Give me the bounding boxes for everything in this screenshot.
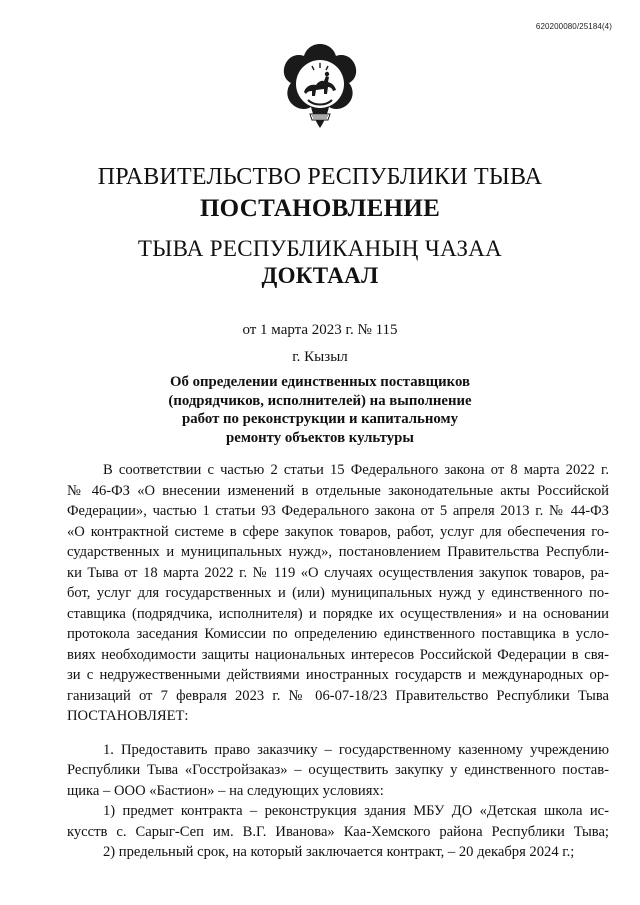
resolution-title: ПОСТАНОВЛЕНИЕ [199, 195, 441, 222]
city: г. Кызыл [292, 349, 348, 365]
document-id: 620200080/25184(4) [535, 22, 612, 31]
preamble-line: протокола заседания Комиссии по определению единственного поставщика в усло- [67, 626, 609, 642]
clause-line: 2) предельный срок, на который заключается контракт, – 20 декабря 2024 г.; [103, 844, 575, 860]
clause-line: кусств с. Сарыг-Сеп им. В.Г. Иванова» Каа-Хемского района Республики Тыва; [67, 823, 609, 840]
resolution-title-tuvan: ДОКТААЛ [261, 263, 379, 288]
date-number: от 1 марта 2023 г. № 115 [242, 322, 398, 338]
coat-of-arms-emblem [278, 40, 362, 144]
document-body [67, 460, 609, 863]
government-title-tuvan: ТЫВА РЕСПУБЛИКАНЫҢ ЧАЗАА [137, 236, 503, 261]
subject-line: работ по реконструкции и капитальному [182, 411, 458, 427]
subject-heading [0, 373, 640, 447]
preamble-line: Федерации», частью 1 статьи 93 Федерального закона от 5 апреля 2013 г. № 44-ФЗ [67, 503, 609, 519]
preamble-line: сударственных и муниципальных нужд», постановлением Правительства Республи- [67, 544, 609, 560]
clause-line: Республики Тыва «Госстройзаказ» – осуществить закупку у единственного постав- [67, 762, 609, 778]
clause-line: 1. Предоставить право заказчику – государственному казенному учреждению [103, 741, 609, 758]
preamble-line: ки Тыва от 18 марта 2022 г. № 119 «О случаях осуществления закупок товаров, ра- [67, 564, 609, 581]
preamble-line: В соответствии с частью 2 статьи 15 Федерального закона от 8 марта 2022 г. [103, 462, 609, 478]
government-title: ПРАВИТЕЛЬСТВО РЕСПУБЛИКИ ТЫВА [97, 164, 543, 190]
preamble-line: бот, услуг для государственных и (или) муниципальных нужд у единственного по- [67, 585, 609, 601]
subject-line: (подрядчиков, исполнителей) на выполнение [168, 392, 472, 409]
preamble-line: ПОСТАНОВЛЯЕТ: [67, 708, 189, 724]
preamble-line: № 46-ФЗ «О внесении изменений в отдельные законодательные акты Российской [67, 482, 609, 499]
clause-line: 1) предмет контракта – реконструкция здания МБУ ДО «Детская школа ис- [103, 803, 609, 819]
preamble-line: ставщика (подрядчика, исполнителя) и порядке их осуществления» и на основании [67, 605, 609, 622]
subject-line: ремонту объектов культуры [226, 429, 414, 446]
preamble-line: «О контрактной системе в сфере закупок товаров, работ, услуг для обеспечения го- [67, 523, 609, 540]
clause-line: щика – ООО «Бастион» – на следующих условиях: [67, 782, 384, 799]
preamble-line: виях необходимости защиты национальных интересов Российской Федерации в свя- [67, 646, 609, 663]
preamble-line: зи с недружественными действиями иностранных государств и международных ор- [67, 667, 609, 683]
subject-line: Об определении единственных поставщиков [169, 374, 471, 390]
preamble-line: ганизаций от 7 февраля 2023 г. № 06-07-18/23 Правительство Республики Тыва [67, 687, 609, 704]
